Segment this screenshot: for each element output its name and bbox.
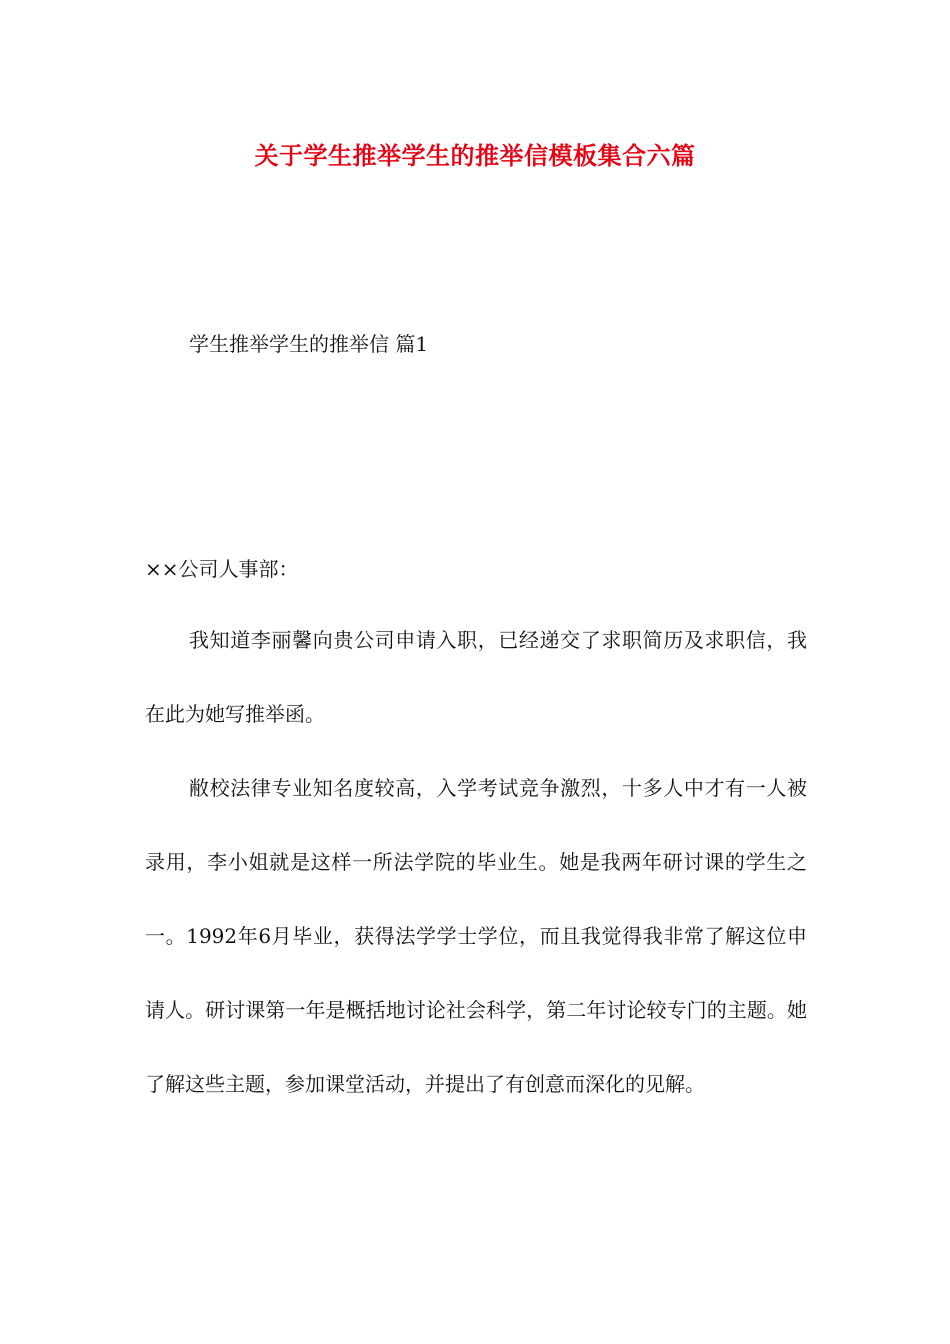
document-title: 关于学生推举学生的推举信模板集合六篇 bbox=[254, 141, 696, 170]
paragraph-2: 敝校法律专业知名度较高，入学考试竞争激烈，十多人中才有一人被录用，李小姐就是这样一所法学院的毕业生。她是我两年研讨课的学生之一。1992年6月毕业，获得法学学士学位，而且我觉得我非常了解这位申请人。研讨课第一年是概括地讨论社会科学，第二年讨论较专门的主题。她了解这些主题，参加课堂活动，并提出了有创意而深化的见解。 bbox=[145, 776, 807, 1096]
salutation: ××公司人事部： bbox=[145, 557, 299, 581]
paragraph-1: 我知道李丽馨向贵公司申请入职，已经递交了求职简历及求职信，我在此为她写推举函。 bbox=[145, 628, 807, 726]
section-heading: 学生推举学生的推举信 篇1 bbox=[189, 332, 429, 356]
